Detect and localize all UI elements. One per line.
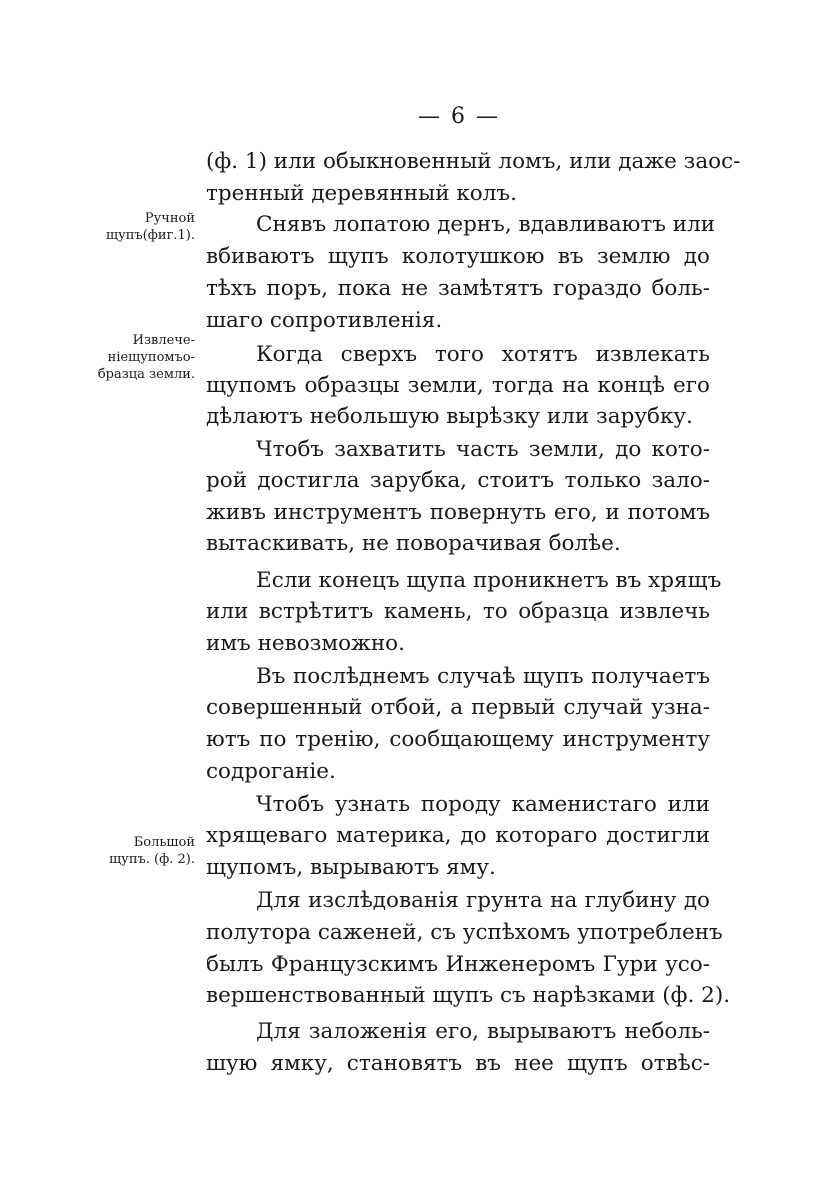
text-line: Когда сверхъ того хотятъ извлекать [256, 342, 710, 367]
text-line: совершенный отбой, а первый случай узна- [206, 695, 710, 720]
text-line: Чтобъ узнать породу каменистаго или [256, 792, 710, 817]
text-line: Въ послѣднемъ случаѣ щупъ получаетъ [256, 664, 710, 689]
text-line: дѣлаютъ небольшую вырѣзку или зарубку. [206, 404, 693, 429]
margin-note-line: Большой [133, 835, 195, 850]
text-line: Для заложенія его, вырываютъ неболь- [256, 1019, 710, 1044]
text-line: имъ невозможно. [206, 631, 405, 656]
text-line: вершенствованный щупъ съ нарѣзками (ф. 2). [206, 983, 731, 1008]
margin-note-line: Ручной [144, 211, 195, 226]
text-line: Для изслѣдованія грунта на глубину до [256, 888, 710, 913]
text-line: живъ инструментъ повернуть его, и потомъ [206, 500, 710, 525]
text-line: щупомъ, вырываютъ яму. [206, 855, 496, 880]
page-number: — 6 — [418, 104, 500, 129]
text-line: или встрѣтитъ камень, то образца извлечь [206, 599, 710, 624]
text-line: шую ямку, становятъ въ нее щупъ отвѣс- [206, 1051, 710, 1076]
text-line: содроганіе. [206, 759, 336, 784]
text-line: тѣхъ поръ, пока не замѣтятъ гораздо боль- [206, 276, 710, 301]
text-line: тренный деревянный колъ. [206, 181, 517, 206]
margin-note-line: Извлече- [132, 333, 195, 348]
text-line: рой достигла зарубка, стоитъ только зало- [206, 468, 710, 493]
text-line: былъ Французскимъ Инженеромъ Гури усо- [206, 952, 710, 977]
margin-note-line: щупъ(фиг.1). [105, 228, 195, 243]
text-line: щупомъ образцы земли, тогда на концѣ его [206, 373, 710, 398]
text-line: Если конецъ щупа проникнетъ въ хрящъ [256, 568, 722, 593]
text-line: Чтобъ захватить часть земли, до кото- [256, 437, 710, 462]
margin-note-line: ніещупомъо- [107, 350, 195, 365]
margin-note-line: щупъ. (ф. 2). [109, 852, 195, 867]
text-line: (ф. 1) или обыкновенный ломъ, или даже заос- [206, 149, 741, 174]
margin-note-sample-extraction [65, 332, 195, 383]
margin-note-hand-probe [65, 210, 195, 244]
text-line: Снявъ лопатою дернъ, вдавливаютъ или [256, 212, 716, 237]
text-line: шаго сопротивленія. [206, 308, 443, 333]
text-line: полутора саженей, съ успѣхомъ употребленъ [206, 920, 723, 945]
margin-note-large-probe [65, 834, 195, 868]
margin-note-line: бразца земли. [97, 367, 195, 382]
text-line: ютъ по тренію, сообщающему инструменту [206, 727, 710, 752]
text-line: вытаскивать, не поворачивая болѣе. [206, 531, 621, 556]
text-line: хрящеваго материка, до котораго достигли [206, 823, 710, 848]
text-line: вбиваютъ щупъ колотушкою въ землю до [206, 244, 710, 269]
